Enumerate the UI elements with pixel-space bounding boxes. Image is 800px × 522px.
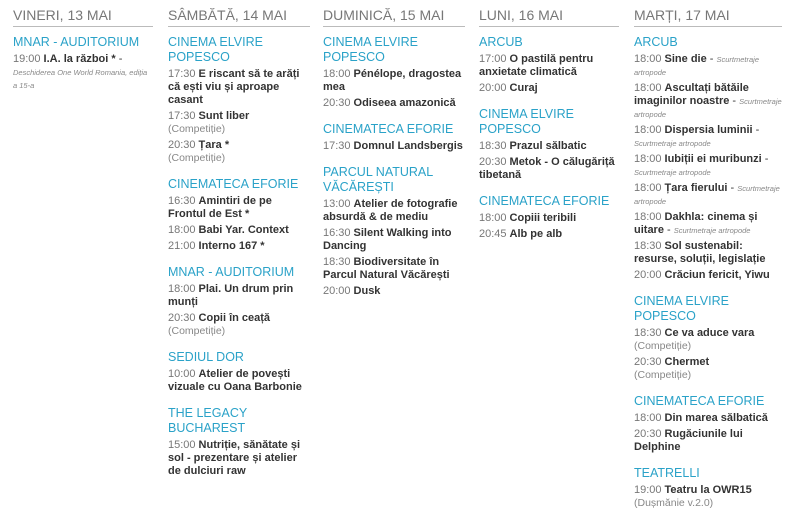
event-separator: - bbox=[706, 53, 717, 65]
event-title-link[interactable]: Ascultați bătăile imaginilor noastre bbox=[634, 82, 749, 107]
event-note: (Competiție) bbox=[168, 152, 226, 164]
day-header: LUNI, 16 MAI bbox=[479, 4, 619, 27]
event-title-link[interactable]: Silent Walking into Dancing bbox=[323, 227, 452, 252]
event-separator: - bbox=[727, 182, 738, 194]
event-title-link[interactable]: Dusk bbox=[353, 285, 381, 297]
event-item bbox=[323, 97, 465, 110]
event-time: 18:00 bbox=[479, 212, 507, 224]
event-time: 17:00 bbox=[479, 53, 507, 65]
event-item bbox=[168, 110, 310, 136]
venue-link[interactable]: CINEMATECA EFORIE bbox=[168, 177, 299, 191]
venue-block bbox=[323, 35, 465, 110]
event-title-link[interactable]: Sine die bbox=[664, 53, 707, 65]
event-title-link[interactable]: Biodiversitate în Parcul Natural Văcărești bbox=[323, 256, 450, 281]
event-time: 19:00 bbox=[634, 484, 662, 496]
venue-block bbox=[479, 35, 619, 95]
event-title-link[interactable]: Sunt liber bbox=[198, 110, 250, 122]
event-time: 18:00 bbox=[634, 182, 662, 194]
day-column bbox=[323, 0, 465, 310]
event-title-link[interactable]: Ce va aduce vara bbox=[664, 327, 755, 339]
event-title-link[interactable]: Odiseea amazonică bbox=[353, 97, 456, 109]
event-title-link[interactable]: Sol sustenabil: resurse, soluții, legislație bbox=[634, 240, 766, 265]
event-time: 20:30 bbox=[634, 428, 662, 440]
event-title-link[interactable]: Țara fierului bbox=[664, 182, 728, 194]
event-item bbox=[323, 285, 465, 298]
event-time: 19:00 bbox=[13, 53, 41, 65]
event-item bbox=[168, 224, 310, 237]
event-item bbox=[168, 283, 310, 309]
event-item bbox=[168, 368, 310, 394]
event-title-link[interactable]: Dakhla: cinema și uitare bbox=[634, 211, 758, 236]
event-title-link[interactable]: O pastilă pentru anxietate climatică bbox=[479, 53, 594, 78]
event-item bbox=[634, 269, 782, 282]
event-time: 20:00 bbox=[479, 82, 507, 94]
event-item bbox=[634, 412, 782, 425]
event-title-link[interactable]: Curaj bbox=[509, 82, 538, 94]
event-title-link[interactable]: Domnul Landsbergis bbox=[353, 140, 463, 152]
day-column bbox=[479, 0, 619, 253]
event-item bbox=[634, 356, 782, 382]
event-item bbox=[479, 212, 619, 225]
venue-block bbox=[168, 406, 310, 478]
event-item bbox=[479, 156, 619, 182]
event-time: 20:30 bbox=[168, 312, 196, 324]
event-time: 20:30 bbox=[323, 97, 351, 109]
event-time: 18:00 bbox=[634, 412, 662, 424]
event-item bbox=[479, 82, 619, 95]
event-item bbox=[634, 153, 782, 179]
event-small-note: Scurtmetraje artropode bbox=[634, 55, 760, 77]
event-title-link[interactable]: Chermet bbox=[664, 356, 710, 368]
event-item bbox=[168, 139, 310, 165]
event-note: (Competiție) bbox=[634, 340, 692, 352]
venue-link[interactable]: CINEMA ELVIRE POPESCO bbox=[479, 107, 574, 136]
event-item bbox=[323, 198, 465, 224]
event-item bbox=[479, 228, 619, 241]
venue-link[interactable]: SEDIUL DOR bbox=[168, 350, 244, 364]
event-time: 18:00 bbox=[634, 211, 662, 223]
venue-block bbox=[13, 35, 153, 92]
event-title-link[interactable]: Iubiții ei muribunzi bbox=[664, 153, 762, 165]
venue-link[interactable]: CINEMA ELVIRE POPESCO bbox=[634, 294, 729, 323]
venue-link[interactable]: THE LEGACY BUCHAREST bbox=[168, 406, 247, 435]
event-time: 20:45 bbox=[479, 228, 507, 240]
venue-link[interactable]: PARCUL NATURAL VĂCĂREȘTI bbox=[323, 165, 433, 194]
event-time: 18:30 bbox=[634, 327, 662, 339]
venue-block bbox=[323, 165, 465, 298]
venue-block bbox=[168, 350, 310, 394]
venue-link[interactable]: CINEMATECA EFORIE bbox=[479, 194, 610, 208]
event-title-link[interactable]: Babi Yar. Context bbox=[198, 224, 289, 236]
day-column bbox=[13, 0, 153, 104]
event-title-link[interactable]: Nutriție, sănătate și sol - prezentare și atelier de dulciuri raw bbox=[168, 439, 301, 477]
venue-link[interactable]: MNAR - AUDITORIUM bbox=[13, 35, 140, 49]
venue-block bbox=[323, 122, 465, 153]
event-title-link[interactable]: Pénélope, dragostea mea bbox=[323, 68, 462, 93]
venue-block bbox=[479, 194, 619, 241]
event-time: 18:00 bbox=[634, 153, 662, 165]
event-small-note: Scurtmetraje artropode bbox=[673, 226, 751, 235]
event-time: 16:30 bbox=[168, 195, 196, 207]
venue-block bbox=[634, 466, 782, 510]
venue-link[interactable]: CINEMA ELVIRE POPESCO bbox=[323, 35, 418, 64]
event-item bbox=[634, 327, 782, 353]
event-time: 18:30 bbox=[323, 256, 351, 268]
venue-block bbox=[168, 265, 310, 338]
day-header: DUMINICĂ, 15 MAI bbox=[323, 4, 465, 27]
event-small-note: Scurtmetraje artropode bbox=[634, 168, 711, 177]
event-item bbox=[634, 82, 782, 121]
event-title-link[interactable]: Dispersia luminii bbox=[664, 124, 753, 136]
event-title-link[interactable]: Interno 167 * bbox=[198, 240, 265, 252]
event-time: 15:00 bbox=[168, 439, 196, 451]
event-time: 18:00 bbox=[323, 68, 351, 80]
event-item bbox=[634, 240, 782, 266]
event-small-note: Deschiderea One World Romania, ediția a 15-a bbox=[13, 68, 148, 90]
event-title-link[interactable]: Țara * bbox=[198, 139, 230, 151]
event-item bbox=[323, 140, 465, 153]
event-item bbox=[634, 53, 782, 79]
event-item bbox=[479, 53, 619, 79]
event-time: 18:00 bbox=[634, 82, 662, 94]
venue-link[interactable]: ARCUB bbox=[479, 35, 523, 49]
event-item bbox=[634, 428, 782, 454]
day-header: VINERI, 13 MAI bbox=[13, 4, 153, 27]
event-item bbox=[168, 439, 310, 478]
event-item bbox=[168, 312, 310, 338]
event-time: 20:30 bbox=[168, 139, 196, 151]
event-item bbox=[634, 211, 782, 237]
event-time: 17:30 bbox=[323, 140, 351, 152]
event-item bbox=[323, 256, 465, 282]
day-column bbox=[634, 0, 782, 522]
event-item bbox=[323, 227, 465, 253]
day-header: MARȚI, 17 MAI bbox=[634, 4, 782, 27]
event-item bbox=[634, 484, 782, 510]
event-item bbox=[13, 53, 153, 92]
event-title-link[interactable]: Din marea sălbatică bbox=[664, 412, 768, 424]
day-header: SÂMBĂTĂ, 14 MAI bbox=[168, 4, 310, 27]
event-title-link[interactable]: Teatru la OWR15 bbox=[664, 484, 752, 496]
venue-block bbox=[634, 294, 782, 382]
event-item bbox=[634, 182, 782, 208]
event-small-note: Scurtmetraje artropode bbox=[634, 184, 780, 206]
event-time: 18:00 bbox=[634, 124, 662, 136]
event-time: 10:00 bbox=[168, 368, 196, 380]
event-time: 20:00 bbox=[323, 285, 351, 297]
event-separator: - bbox=[663, 224, 674, 236]
event-time: 20:30 bbox=[634, 356, 662, 368]
event-time: 18:00 bbox=[634, 53, 662, 65]
event-title-link[interactable]: Atelier de povești vizuale cu Oana Barbonie bbox=[168, 368, 302, 393]
event-time: 17:30 bbox=[168, 110, 196, 122]
event-separator: - bbox=[729, 95, 740, 107]
venue-link[interactable]: TEATRELLI bbox=[634, 466, 700, 480]
day-column bbox=[168, 0, 310, 490]
event-title-link[interactable]: Atelier de fotografie absurdă & de mediu bbox=[323, 198, 458, 223]
event-time: 18:00 bbox=[168, 224, 196, 236]
event-title-link[interactable]: Metok - O călugăriță tibetană bbox=[479, 156, 615, 181]
event-separator: - bbox=[115, 53, 123, 65]
event-note: (Competiție) bbox=[168, 123, 226, 135]
event-item bbox=[323, 68, 465, 94]
venue-block bbox=[168, 35, 310, 165]
event-small-note: Scurtmetraje artropode bbox=[634, 139, 711, 148]
event-title-link[interactable]: I.A. la război * bbox=[43, 53, 116, 65]
event-time: 20:30 bbox=[479, 156, 507, 168]
venue-link[interactable]: CINEMATECA EFORIE bbox=[634, 394, 765, 408]
venue-block bbox=[479, 107, 619, 182]
event-time: 18:30 bbox=[479, 140, 507, 152]
event-title-link[interactable]: Plai. Un drum prin munți bbox=[168, 283, 294, 308]
event-time: 21:00 bbox=[168, 240, 196, 252]
venue-block bbox=[634, 35, 782, 282]
event-note: (Competiție) bbox=[168, 325, 226, 337]
event-item bbox=[479, 140, 619, 153]
venue-block bbox=[634, 394, 782, 454]
event-note: (Competiție) bbox=[634, 369, 692, 381]
event-title-link[interactable]: Copiii teribili bbox=[509, 212, 577, 224]
event-title-link[interactable]: Amintiri de pe Frontul de Est * bbox=[168, 195, 272, 220]
event-note: (Dușmănie v.2.0) bbox=[634, 497, 714, 509]
event-separator: - bbox=[761, 153, 769, 165]
venue-link[interactable]: CINEMATECA EFORIE bbox=[323, 122, 454, 136]
event-time: 20:00 bbox=[634, 269, 662, 281]
event-item bbox=[168, 240, 310, 253]
event-title-link[interactable]: Rugăciunile lui Delphine bbox=[634, 428, 743, 453]
event-title-link[interactable]: Crăciun fericit, Yiwu bbox=[664, 269, 770, 281]
venue-link[interactable]: CINEMA ELVIRE POPESCO bbox=[168, 35, 263, 64]
event-time: 18:30 bbox=[634, 240, 662, 252]
event-time: 18:00 bbox=[168, 283, 196, 295]
venue-link[interactable]: MNAR - AUDITORIUM bbox=[168, 265, 295, 279]
event-time: 16:30 bbox=[323, 227, 351, 239]
event-small-note: Scurtmetraje artropode bbox=[634, 97, 782, 119]
event-item bbox=[634, 124, 782, 150]
venue-block bbox=[168, 177, 310, 253]
event-title-link[interactable]: E riscant să te arăți că ești viu și aproape casant bbox=[168, 68, 300, 106]
event-title-link[interactable]: Prazul sălbatic bbox=[509, 140, 587, 152]
event-separator: - bbox=[752, 124, 760, 136]
event-time: 17:30 bbox=[168, 68, 196, 80]
venue-link[interactable]: ARCUB bbox=[634, 35, 678, 49]
event-title-link[interactable]: Copii în ceață bbox=[198, 312, 271, 324]
event-title-link[interactable]: Alb pe alb bbox=[509, 228, 563, 240]
event-item bbox=[168, 68, 310, 107]
event-item bbox=[168, 195, 310, 221]
event-time: 13:00 bbox=[323, 198, 351, 210]
